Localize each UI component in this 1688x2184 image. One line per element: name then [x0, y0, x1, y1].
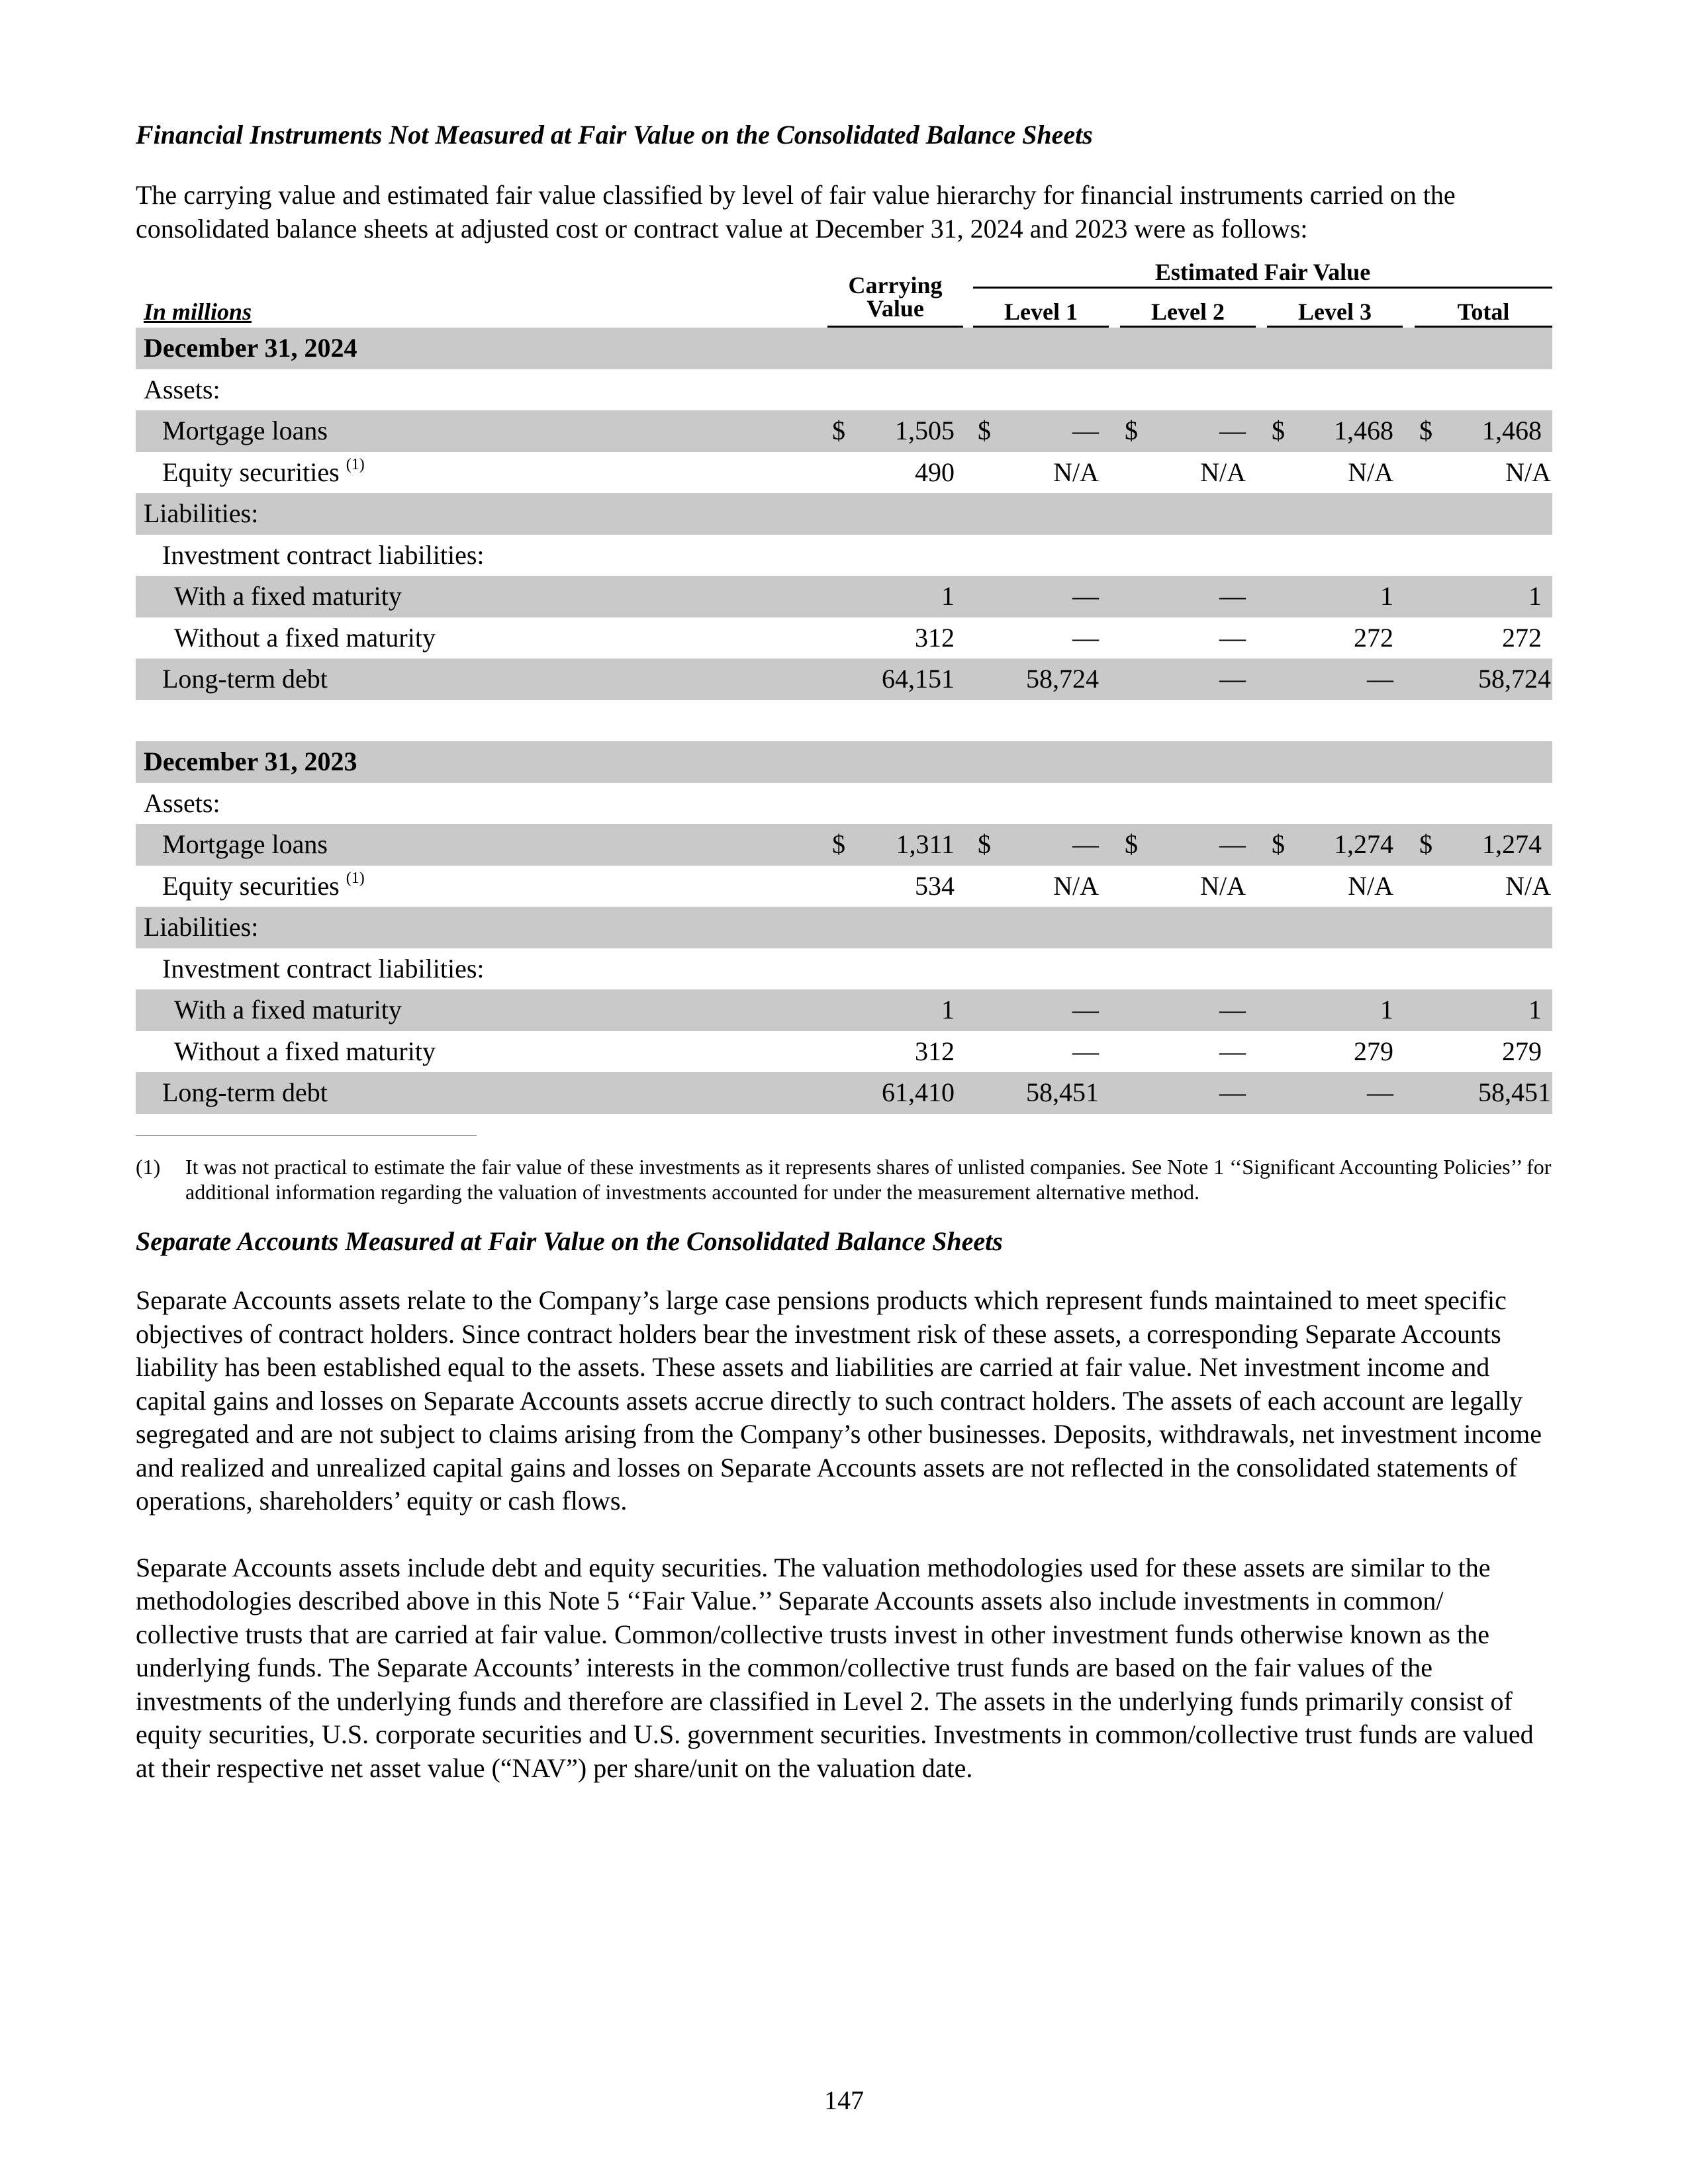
level1-header: Level 1	[1004, 298, 1078, 325]
currency-symbol: $	[978, 416, 991, 445]
footnote-marker: (1)	[346, 455, 365, 473]
level3-value: 1	[1380, 581, 1393, 611]
level2-value: —	[1219, 622, 1246, 653]
currency-symbol: $	[978, 829, 991, 859]
section-heading-2024	[136, 328, 1552, 369]
table-row-equity-2024	[136, 452, 1552, 494]
level2-value: —	[1219, 581, 1246, 611]
table-row-fixed-2023	[136, 989, 1552, 1031]
assets-label-row	[136, 369, 1552, 411]
icl-label: Investment contract liabilities:	[162, 539, 485, 570]
level3-value: 1,274	[1334, 829, 1393, 859]
total-value: 1	[1528, 995, 1542, 1024]
level3-value: 272	[1354, 622, 1393, 653]
table-spacer	[136, 700, 1552, 742]
total-value: 1	[1528, 581, 1542, 611]
table-header	[136, 259, 1552, 328]
level3-value: 279	[1354, 1036, 1393, 1066]
table-row-nofixed-2024	[136, 617, 1552, 659]
intro-paragraph: The carrying value and estimated fair value classified by level of fair value hierarchy for financial instruments carried on the consolidated balance sheets at adjusted cost or contract value at December 31, 2024 and 2023 were as follows:	[136, 180, 1456, 244]
level3-value: 1	[1380, 995, 1393, 1024]
total-value: 58,451	[1478, 1077, 1551, 1107]
total-header: Total	[1457, 298, 1510, 325]
liabilities-label: Liabilities:	[144, 498, 259, 528]
level3-value: —	[1367, 664, 1393, 694]
assets-label: Assets:	[144, 788, 220, 818]
section-heading-label: December 31, 2023	[144, 747, 357, 776]
total-value: 279	[1502, 1036, 1542, 1066]
table-row-mortgage-2023	[136, 824, 1552, 866]
liabilities-label-row	[136, 907, 1552, 948]
row-label: Equity securities $^{(1)}$	[162, 869, 365, 901]
row-label: Without a fixed maturity	[174, 1036, 436, 1066]
level1-value: N/A	[1053, 457, 1099, 487]
currency-symbol: $	[1125, 416, 1138, 445]
row-label: Mortgage loans	[162, 829, 328, 859]
carrying-value: 312	[915, 1036, 955, 1066]
level1-value: 58,451	[1026, 1077, 1099, 1107]
separate-accounts-paragraph-1: Separate Accounts assets relate to the Company’s large case pensions products which represent funds maintained to meet specific objectives of contract holders. Since contract holders bear the investment risk of these assets, a corresponding Separate Accounts liability has been established equal to the assets. These assets and liabilities are carried at fair value. Net investment income and capital gains and losses on Separate Accounts assets accrue directly to such contract holders. The assets of each account are legally segregated and are not subject to claims arising from the Company’s other businesses. Deposits, withdrawals, net investment income and realized and unrealized capital gains and losses on Separate Accounts assets are not reflected in the consolidated statements of operations, shareholders’ equity or cash flows.	[136, 1285, 1542, 1516]
table-row-ltd-2024	[136, 659, 1552, 700]
carrying-header-line1: Carrying	[848, 272, 943, 298]
table-row-fixed-2024	[136, 576, 1552, 617]
carrying-value: 1,505	[895, 416, 955, 445]
carrying-value: 312	[915, 622, 955, 653]
total-value: 1,274	[1482, 829, 1542, 859]
carrying-value: 1,311	[896, 829, 955, 859]
table-row-equity-2023	[136, 866, 1552, 907]
footnote-divider	[136, 1135, 477, 1136]
level1-value: —	[1072, 416, 1099, 445]
icl-label: Investment contract liabilities:	[162, 953, 485, 983]
level1-value: 58,724	[1026, 664, 1099, 694]
liabilities-label-row	[136, 493, 1552, 535]
level1-value: —	[1072, 622, 1099, 653]
level3-header: Level 3	[1298, 298, 1372, 325]
level2-value: —	[1219, 829, 1246, 859]
level2-value: —	[1219, 664, 1246, 694]
units-label: In millions	[144, 298, 252, 325]
carrying-value: 1	[941, 581, 955, 611]
carrying-value: 1	[941, 995, 955, 1024]
level1-value: N/A	[1053, 870, 1099, 901]
level2-value: —	[1219, 1077, 1246, 1107]
estimated-fair-value-rule	[973, 287, 1552, 289]
separate-accounts-paragraph-2: Separate Accounts assets include debt and equity securities. The valuation methodologies used for these assets are similar to the methodologies described above in this Note 5 ‘‘Fair Value.’’ Separate Accounts assets also include investments in common/ collective trusts that are carried at fair value. Common/collective trusts invest in other investment funds otherwise known as the underlying funds. The Separate Accounts’ interests in the common/collective trust funds are based on the fair values of the investments of the underlying funds and therefore are classified in Level 2. The assets in the underlying funds primarily consist of equity securities, U.S. corporate securities and U.S. government securities. Investments in common/collective trust funds are valued at their respective net asset value (“NAV”) per share/unit on the valuation date.	[136, 1552, 1534, 1783]
icl-label-row	[136, 535, 1552, 576]
level3-value: N/A	[1348, 457, 1393, 487]
carrying-header-line2: Value	[867, 295, 924, 322]
footnote-marker: (1)	[346, 869, 365, 887]
footnote-number: (1)	[136, 1155, 161, 1179]
level1-value: —	[1072, 829, 1099, 859]
level2-value: N/A	[1200, 870, 1246, 901]
row-label: Equity securities $^{(1)}$	[162, 455, 365, 487]
level2-value: N/A	[1200, 457, 1246, 487]
currency-symbol: $	[832, 416, 845, 445]
total-value: 58,724	[1478, 664, 1551, 694]
section-heading-label: December 31, 2024	[144, 333, 357, 363]
currency-symbol: $	[1272, 416, 1285, 445]
icl-label-row	[136, 948, 1552, 990]
level3-value: N/A	[1348, 870, 1393, 901]
currency-symbol: $	[1272, 829, 1285, 859]
section-heading-2023	[136, 741, 1552, 783]
currency-symbol: $	[832, 829, 845, 859]
table-row-mortgage-2024	[136, 410, 1552, 452]
fair-value-table	[136, 259, 1552, 1114]
carrying-value: 490	[915, 457, 955, 487]
footnote-text: It was not practical to estimate the fair value of these investments as it represents shares of unlisted companies. See Note 1 ‘‘Significant Accounting Policies’’ for additional information regarding the valuation of investments accounted for under the measurement alternative method.	[185, 1155, 1552, 1204]
row-label: Mortgage loans	[162, 416, 328, 445]
total-value: N/A	[1505, 457, 1551, 487]
level1-value: —	[1072, 1036, 1099, 1066]
carrying-value: 534	[915, 870, 955, 901]
level2-value: —	[1219, 995, 1246, 1024]
estimated-fair-value-header: Estimated Fair Value	[1154, 259, 1371, 285]
row-label: With a fixed maturity	[174, 581, 402, 611]
section-title-not-measured: Financial Instruments Not Measured at Fair Value on the Consolidated Balance Sheets	[136, 120, 1093, 150]
total-value: 1,468	[1482, 416, 1542, 445]
table-row-ltd-2023	[136, 1072, 1552, 1114]
total-value: N/A	[1505, 870, 1551, 901]
page-number: 147	[824, 2085, 864, 2115]
footnote	[136, 1154, 1552, 1205]
level1-value: —	[1072, 995, 1099, 1024]
assets-label: Assets:	[144, 374, 220, 404]
carrying-value: 61,410	[882, 1077, 955, 1107]
carrying-value: 64,151	[882, 664, 955, 694]
level2-value: —	[1219, 1036, 1246, 1066]
level2-header: Level 2	[1151, 298, 1225, 325]
level2-value: —	[1219, 416, 1246, 445]
assets-label-row	[136, 783, 1552, 825]
section-title-separate-accounts: Separate Accounts Measured at Fair Value on the Consolidated Balance Sheets	[136, 1226, 1003, 1256]
level1-value: —	[1072, 581, 1099, 611]
row-label: Long-term debt	[162, 1077, 328, 1107]
row-label: With a fixed maturity	[174, 995, 402, 1024]
liabilities-label: Liabilities:	[144, 912, 259, 942]
currency-symbol: $	[1125, 829, 1138, 859]
currency-symbol: $	[1419, 416, 1432, 445]
level3-value: 1,468	[1334, 416, 1393, 445]
row-label: Long-term debt	[162, 664, 328, 694]
table-row-nofixed-2023	[136, 1031, 1552, 1073]
level3-value: —	[1367, 1077, 1393, 1107]
total-value: 272	[1502, 622, 1542, 653]
page-content	[136, 113, 1552, 1785]
currency-symbol: $	[1419, 829, 1432, 859]
row-label: Without a fixed maturity	[174, 622, 436, 653]
